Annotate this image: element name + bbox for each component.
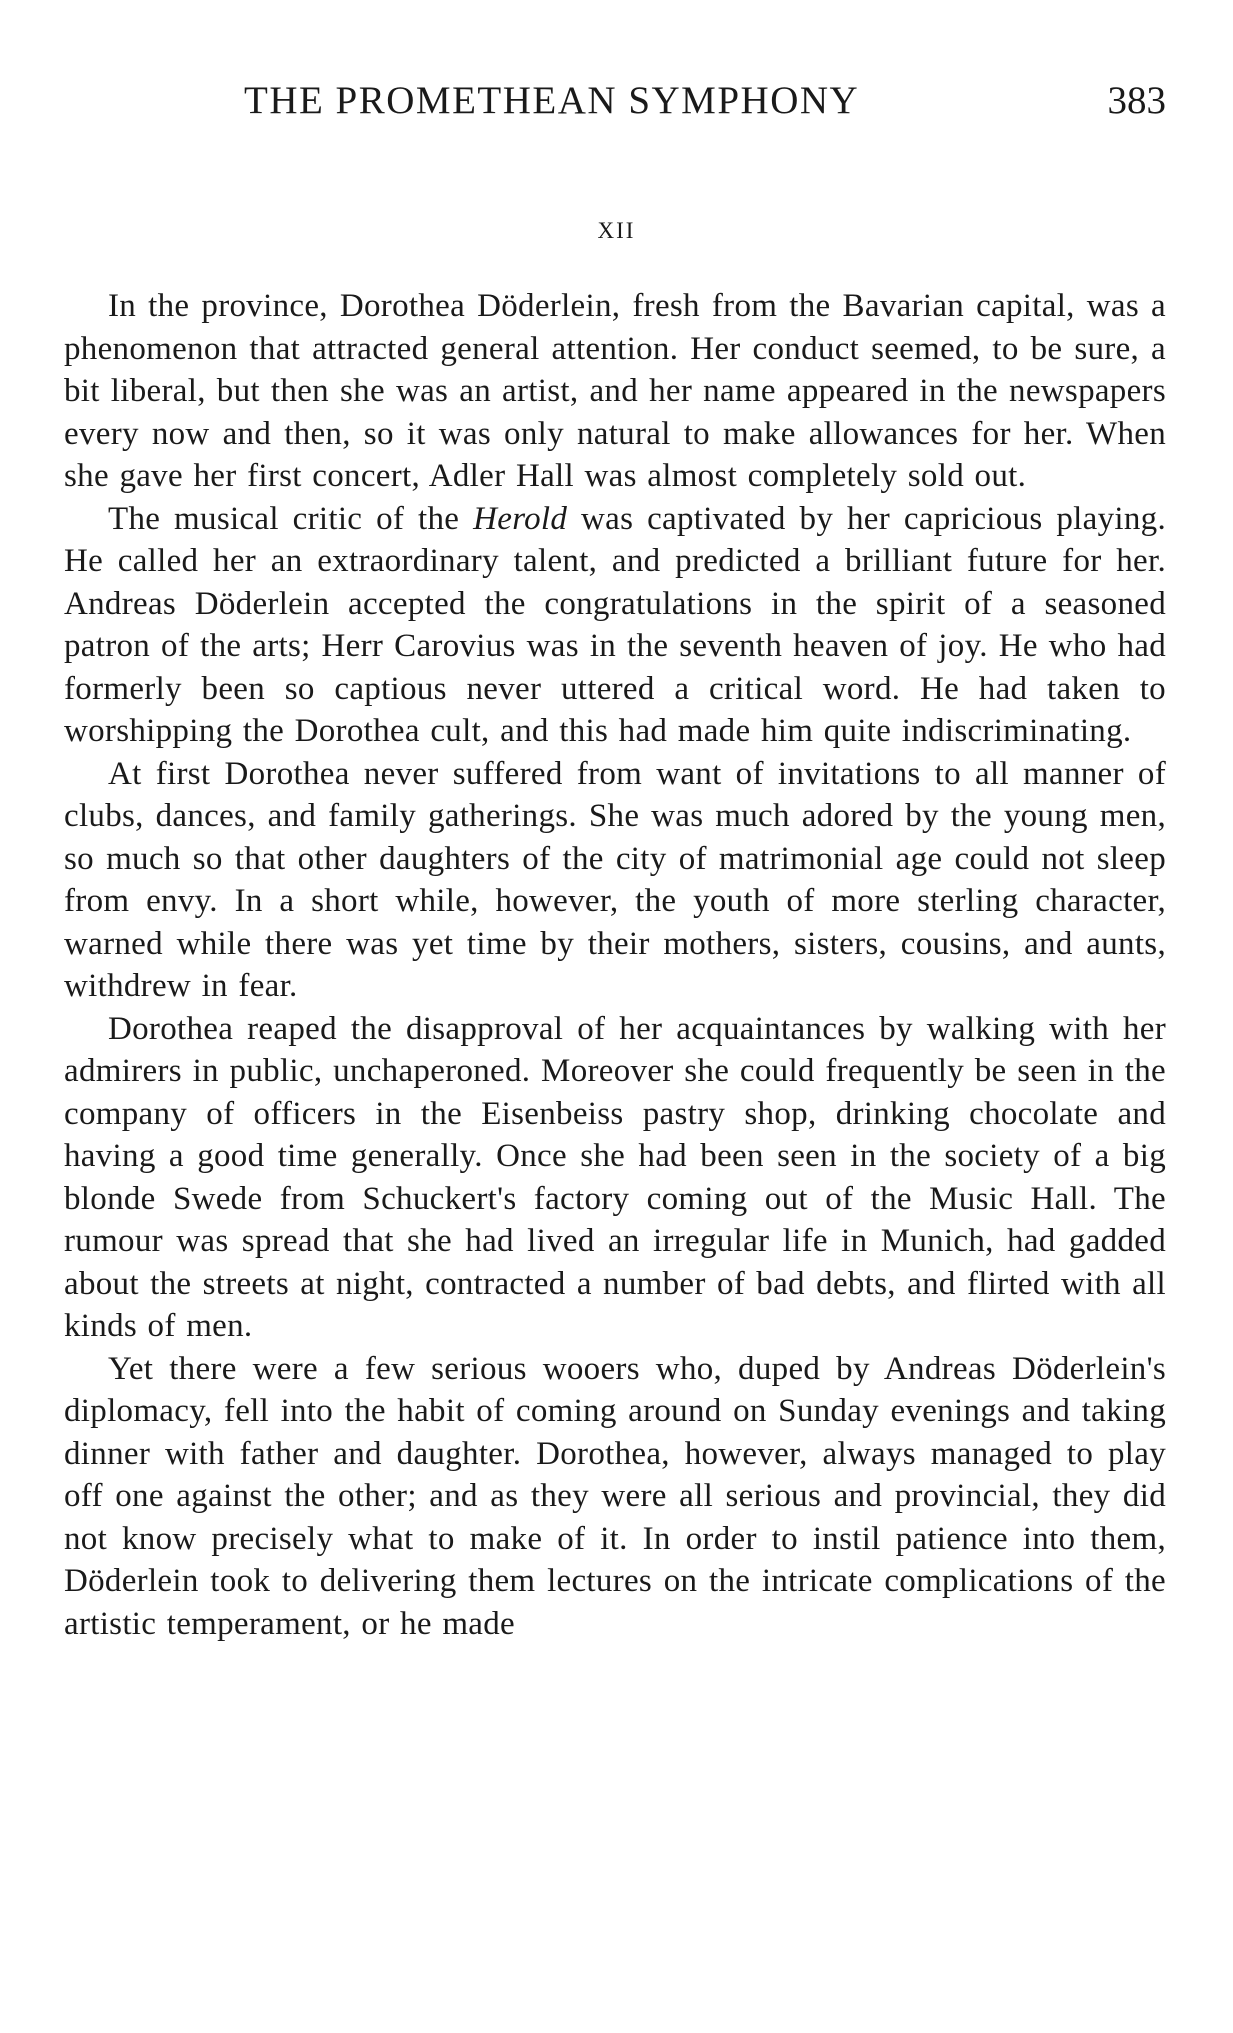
body-text [64, 285, 1166, 1645]
running-title: THE PROMETHEAN SYMPHONY [244, 79, 860, 122]
paragraph-2-rest: was captivated by her capricious playing. He called her an extraordinary talent, and predicted a brilliant future for her. Andreas Döderlein accepted the congratulations in the spirit of a seasoned patron of the arts; Herr Carovius was in the seventh heaven of joy. He who had formerly been so captious never uttered a critical word. He had taken to worshipping the Dorothea cult, and this had made him quite indiscriminating. [64, 500, 1166, 749]
paragraph-3: At first Dorothea never suffered from want of invitations to all manner of clubs, dances, and family gatherings. She was much adored by the young men, so much so that other daughters of the city of matrimonial age could not sleep from envy. In a short while, however, the youth of more sterling character, warned while there was yet time by their mothers, sisters, cousins, and aunts, withdrew in fear. [64, 755, 1166, 1004]
paragraph-5: Yet there were a few serious wooers who, duped by Andreas Döderlein's diplomacy, fell into the habit of coming around on Sunday evenings and taking dinner with father and daughter. Dorothea, however, always managed to play off one against the other; and as they were all serious and provincial, they did not know precisely what to make of it. In order to instil patience into them, Döderlein took to delivering them lectures on the intricate complications of the artistic temperament, or he made [64, 1350, 1166, 1642]
paragraph-1: In the province, Dorothea Döderlein, fresh from the Bavarian capital, was a phenomenon that attracted general attention. Her conduct seemed, to be sure, a bit liberal, but then she was an artist, and her name appeared in the newspapers every now and then, so it was only natural to make allowances for her. When she gave her first concert, Adler Hall was almost completely sold out. [64, 288, 1166, 494]
paragraph-4: Dorothea reaped the disapproval of her acquaintances by walking with her admirers in public, unchaperoned. Moreover she could frequently be seen in the company of officers in the Eisenbeiss pastry shop, drinking chocolate and having a good time generally. Once she had been seen in the society of a big blonde Swede from Schuckert's factory coming out of the Music Hall. The rumour was spread that she had lived an irregular life in Munich, had gadded about the streets at night, contracted a number of bad debts, and flirted with all kinds of men. [64, 1010, 1166, 1344]
newspaper-title: Herold [473, 500, 568, 537]
running-head [64, 78, 1166, 138]
page-number: 383 [1107, 79, 1166, 122]
paragraph-2 [64, 498, 1166, 753]
paragraph-2-lead: The musical critic of the [108, 500, 474, 537]
chapter-number: XII [597, 218, 636, 243]
